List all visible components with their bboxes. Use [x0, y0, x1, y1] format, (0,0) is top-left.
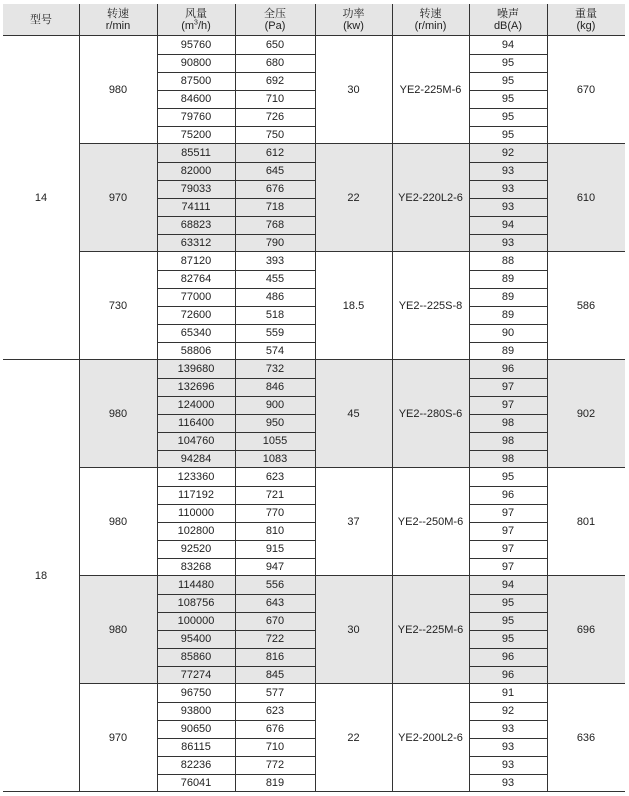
pressure-cell: 726 — [265, 111, 285, 123]
row-line — [469, 432, 547, 433]
speed-cell: 980 — [108, 516, 128, 528]
header-motor-unit: (r/min) — [414, 20, 447, 32]
row-line — [157, 666, 315, 667]
row-line — [157, 324, 315, 325]
noise-cell: 95 — [501, 129, 515, 141]
noise-cell: 93 — [501, 741, 515, 753]
noise-cell: 94 — [501, 219, 515, 231]
noise-cell: 89 — [501, 309, 515, 321]
airflow-cell: 123360 — [177, 471, 215, 483]
row-line — [469, 666, 547, 667]
noise-cell: 93 — [501, 759, 515, 771]
noise-cell: 95 — [501, 111, 515, 123]
header-airflow — [157, 4, 235, 36]
pressure-cell: 556 — [265, 579, 285, 591]
pressure-cell: 772 — [265, 759, 285, 771]
row-line — [157, 612, 315, 613]
noise-cell: 92 — [501, 705, 515, 717]
pressure-cell: 486 — [265, 291, 285, 303]
row-line — [157, 756, 315, 757]
row-line — [469, 378, 547, 379]
row-line — [469, 486, 547, 487]
noise-cell: 96 — [501, 669, 515, 681]
pressure-cell: 845 — [265, 669, 285, 681]
bottom-line — [3, 791, 625, 792]
power-cell: 37 — [347, 516, 360, 528]
airflow-cell: 96750 — [180, 687, 212, 699]
power-cell: 22 — [347, 732, 360, 744]
row-line — [157, 270, 315, 271]
fan-performance-table — [3, 4, 625, 794]
weight-cell: 801 — [576, 516, 596, 528]
noise-cell: 95 — [501, 75, 515, 87]
noise-cell: 93 — [501, 165, 515, 177]
airflow-cell: 86115 — [181, 741, 211, 753]
row-line — [469, 396, 547, 397]
pressure-cell: 692 — [265, 75, 285, 87]
noise-cell: 97 — [501, 525, 515, 537]
pressure-cell: 1055 — [262, 435, 288, 447]
power-cell: 45 — [347, 408, 360, 420]
airflow-cell: 94284 — [180, 453, 212, 465]
pressure-cell: 790 — [265, 237, 285, 249]
header-motor-label: 转速 — [419, 8, 442, 20]
row-line — [469, 324, 547, 325]
pressure-cell: 718 — [265, 201, 285, 213]
airflow-cell: 102800 — [177, 525, 215, 537]
noise-cell: 93 — [501, 183, 515, 195]
pressure-cell: 577 — [265, 687, 285, 699]
weight-cell: 902 — [576, 408, 596, 420]
header-pressure-unit: (Pa) — [264, 20, 286, 32]
row-line — [157, 126, 315, 127]
power-cell: 22 — [347, 192, 360, 204]
row-line — [157, 432, 315, 433]
column-line — [469, 4, 470, 792]
pressure-cell: 950 — [265, 417, 285, 429]
noise-cell: 93 — [501, 237, 515, 249]
motor-cell: YE2--280S-6 — [398, 408, 463, 420]
header-airflow-label: 风量 — [185, 8, 207, 20]
noise-cell: 89 — [501, 345, 515, 357]
airflow-cell: 84600 — [180, 93, 212, 105]
weight-cell: 636 — [576, 732, 596, 744]
header-airflow-unit-post: /h) — [197, 20, 211, 32]
noise-cell: 96 — [501, 489, 515, 501]
speed-cell: 980 — [108, 624, 128, 636]
airflow-cell: 65340 — [180, 327, 212, 339]
airflow-cell: 108756 — [177, 597, 215, 609]
pressure-cell: 947 — [265, 561, 285, 573]
row-line — [157, 306, 315, 307]
row-line — [469, 648, 547, 649]
header-airflow-unit-sup: 3 — [194, 19, 198, 27]
noise-cell: 95 — [501, 597, 515, 609]
noise-cell: 97 — [501, 561, 515, 573]
airflow-cell: 87500 — [180, 75, 212, 87]
pressure-cell: 574 — [265, 345, 285, 357]
noise-cell: 97 — [501, 543, 515, 555]
row-line — [157, 288, 315, 289]
motor-cell: YE2-225M-6 — [399, 84, 462, 96]
motor-cell: YE2-220L2-6 — [398, 192, 463, 204]
header-power-label: 功率 — [342, 8, 365, 20]
airflow-cell: 77000 — [180, 291, 212, 303]
row-line — [157, 342, 315, 343]
row-line — [469, 234, 547, 235]
row-line — [157, 540, 315, 541]
pressure-cell: 721 — [265, 489, 285, 501]
noise-cell: 89 — [501, 273, 515, 285]
airflow-cell: 132696 — [177, 381, 215, 393]
pressure-cell: 676 — [265, 723, 285, 735]
row-line — [469, 450, 547, 451]
airflow-cell: 95400 — [180, 633, 212, 645]
row-line — [157, 162, 315, 163]
header-weight-unit: (kg) — [576, 20, 596, 32]
row-line — [157, 558, 315, 559]
row-line — [469, 198, 547, 199]
noise-cell: 89 — [501, 291, 515, 303]
row-line — [469, 72, 547, 73]
airflow-cell: 79760 — [180, 111, 212, 123]
row-line — [157, 396, 315, 397]
row-line — [157, 414, 315, 415]
airflow-cell: 83268 — [180, 561, 212, 573]
weight-cell: 670 — [576, 84, 596, 96]
motor-cell: YE2--225S-8 — [398, 300, 463, 312]
airflow-cell: 90800 — [180, 57, 212, 69]
header-power-unit: (kw) — [343, 20, 364, 32]
header-speed-unit: r/min — [105, 20, 131, 32]
header-airflow-unit-pre: (m — [181, 20, 195, 32]
row-line — [157, 108, 315, 109]
airflow-cell: 82000 — [180, 165, 212, 177]
airflow-cell: 95760 — [180, 39, 212, 51]
airflow-cell: 85511 — [181, 147, 211, 159]
row-line — [157, 522, 315, 523]
header-pressure-label: 全压 — [264, 8, 286, 20]
power-cell: 30 — [347, 84, 360, 96]
row-line — [469, 180, 547, 181]
noise-cell: 96 — [501, 651, 515, 663]
airflow-cell: 85860 — [180, 651, 212, 663]
row-line — [469, 108, 547, 109]
pressure-cell: 722 — [265, 633, 285, 645]
column-line — [79, 4, 80, 792]
airflow-cell: 90650 — [180, 723, 212, 735]
row-line — [469, 594, 547, 595]
airflow-cell: 82236 — [180, 759, 212, 771]
row-line — [469, 702, 547, 703]
pressure-cell: 915 — [265, 543, 285, 555]
row-line — [469, 558, 547, 559]
row-line — [157, 702, 315, 703]
weight-cell: 696 — [576, 624, 596, 636]
power-cell: 30 — [347, 624, 360, 636]
speed-cell: 980 — [108, 84, 128, 96]
model-cell: 18 — [34, 570, 48, 582]
header-noise-unit: dB(A) — [493, 20, 523, 32]
airflow-cell: 63312 — [180, 237, 212, 249]
noise-cell: 92 — [501, 147, 515, 159]
column-line — [315, 4, 316, 792]
row-line — [469, 288, 547, 289]
row-line — [157, 90, 315, 91]
pressure-cell: 846 — [265, 381, 285, 393]
airflow-cell: 124000 — [177, 399, 215, 411]
row-line — [157, 180, 315, 181]
pressure-cell: 623 — [265, 705, 285, 717]
row-line — [469, 216, 547, 217]
row-line — [157, 648, 315, 649]
header-speed-label: 转速 — [107, 8, 129, 20]
header-airflow-unit — [181, 20, 211, 32]
noise-cell: 91 — [501, 687, 515, 699]
row-line — [469, 162, 547, 163]
pressure-cell: 768 — [265, 219, 285, 231]
noise-cell: 95 — [501, 633, 515, 645]
airflow-cell: 58806 — [180, 345, 212, 357]
airflow-cell: 72600 — [180, 309, 212, 321]
column-line — [392, 4, 393, 792]
pressure-cell: 680 — [265, 57, 285, 69]
noise-cell: 93 — [501, 201, 515, 213]
pressure-cell: 645 — [265, 165, 285, 177]
airflow-cell: 77274 — [180, 669, 212, 681]
header-motor — [392, 4, 469, 36]
pressure-cell: 1083 — [262, 453, 288, 465]
airflow-cell: 75200 — [180, 129, 212, 141]
header-model-label: 型号 — [30, 14, 52, 26]
noise-cell: 94 — [501, 579, 515, 591]
column-line — [157, 4, 158, 792]
pressure-cell: 518 — [265, 309, 285, 321]
noise-cell: 97 — [501, 399, 515, 411]
header-speed — [79, 4, 157, 36]
pressure-cell: 750 — [265, 129, 285, 141]
pressure-cell: 732 — [265, 363, 285, 375]
pressure-cell: 455 — [265, 273, 285, 285]
noise-cell: 93 — [501, 723, 515, 735]
row-line — [469, 756, 547, 757]
row-line — [469, 522, 547, 523]
pressure-cell: 819 — [265, 777, 285, 789]
row-line — [469, 90, 547, 91]
pressure-cell: 670 — [265, 615, 285, 627]
header-noise — [469, 4, 547, 36]
pressure-cell: 900 — [265, 399, 285, 411]
row-line — [469, 612, 547, 613]
airflow-cell: 87120 — [180, 255, 212, 267]
noise-cell: 88 — [501, 255, 515, 267]
row-line — [469, 540, 547, 541]
row-line — [157, 774, 315, 775]
noise-cell: 94 — [501, 39, 515, 51]
airflow-cell: 116400 — [178, 417, 214, 429]
pressure-cell: 650 — [265, 39, 285, 51]
noise-cell: 97 — [501, 507, 515, 519]
pressure-cell: 770 — [265, 507, 285, 519]
column-line — [235, 4, 236, 792]
pressure-cell: 612 — [265, 147, 285, 159]
noise-cell: 95 — [501, 93, 515, 105]
header-model — [3, 4, 79, 36]
row-line — [157, 504, 315, 505]
pressure-cell: 816 — [265, 651, 285, 663]
noise-cell: 98 — [501, 453, 515, 465]
power-cell: 18.5 — [342, 300, 365, 312]
pressure-cell: 393 — [265, 255, 285, 267]
pressure-cell: 810 — [265, 525, 285, 537]
airflow-cell: 92520 — [180, 543, 212, 555]
row-line — [157, 54, 315, 55]
row-line — [469, 270, 547, 271]
row-line — [469, 342, 547, 343]
airflow-cell: 110000 — [178, 507, 214, 519]
airflow-cell: 76041 — [180, 777, 212, 789]
row-line — [157, 234, 315, 235]
pressure-cell: 710 — [265, 93, 285, 105]
noise-cell: 93 — [501, 777, 515, 789]
airflow-cell: 100000 — [177, 615, 215, 627]
weight-cell: 586 — [576, 300, 596, 312]
noise-cell: 97 — [501, 381, 515, 393]
pressure-cell: 643 — [265, 597, 285, 609]
row-line — [157, 630, 315, 631]
noise-cell: 95 — [501, 57, 515, 69]
row-line — [157, 738, 315, 739]
airflow-cell: 117192 — [178, 489, 214, 501]
column-line — [547, 4, 548, 792]
row-line — [469, 306, 547, 307]
pressure-cell: 559 — [265, 327, 285, 339]
airflow-cell: 82764 — [180, 273, 212, 285]
noise-cell: 95 — [501, 615, 515, 627]
airflow-cell: 93800 — [180, 705, 212, 717]
row-line — [469, 630, 547, 631]
row-line — [157, 486, 315, 487]
noise-cell: 98 — [501, 417, 515, 429]
row-line — [157, 594, 315, 595]
row-line — [157, 198, 315, 199]
noise-cell: 95 — [501, 471, 515, 483]
row-line — [469, 414, 547, 415]
row-line — [157, 378, 315, 379]
motor-cell: YE2-200L2-6 — [398, 732, 463, 744]
speed-cell: 980 — [108, 408, 128, 420]
speed-cell: 730 — [108, 300, 128, 312]
airflow-cell: 139680 — [177, 363, 215, 375]
row-line — [157, 720, 315, 721]
header-weight-label: 重量 — [575, 8, 597, 20]
row-line — [469, 720, 547, 721]
pressure-cell: 676 — [265, 183, 285, 195]
weight-cell: 610 — [576, 192, 596, 204]
header-pressure — [235, 4, 315, 36]
row-line — [469, 54, 547, 55]
header-power — [315, 4, 392, 36]
motor-cell: YE2--225M-6 — [397, 624, 464, 636]
pressure-cell: 623 — [265, 471, 285, 483]
row-line — [469, 738, 547, 739]
model-cell: 14 — [34, 192, 48, 204]
airflow-cell: 114480 — [178, 579, 214, 591]
noise-cell: 96 — [501, 363, 515, 375]
header-noise-label: 噪声 — [497, 8, 519, 20]
row-line — [157, 216, 315, 217]
airflow-cell: 104760 — [177, 435, 215, 447]
noise-cell: 98 — [501, 435, 515, 447]
airflow-cell: 68823 — [180, 219, 212, 231]
row-line — [157, 72, 315, 73]
speed-cell: 970 — [108, 732, 128, 744]
row-line — [469, 774, 547, 775]
noise-cell: 90 — [501, 327, 515, 339]
pressure-cell: 710 — [265, 741, 285, 753]
row-line — [469, 126, 547, 127]
airflow-cell: 74111 — [181, 201, 211, 213]
header-weight — [547, 4, 625, 36]
airflow-cell: 79033 — [180, 183, 212, 195]
speed-cell: 970 — [108, 192, 128, 204]
row-line — [157, 450, 315, 451]
row-line — [469, 504, 547, 505]
motor-cell: YE2--250M-6 — [397, 516, 464, 528]
